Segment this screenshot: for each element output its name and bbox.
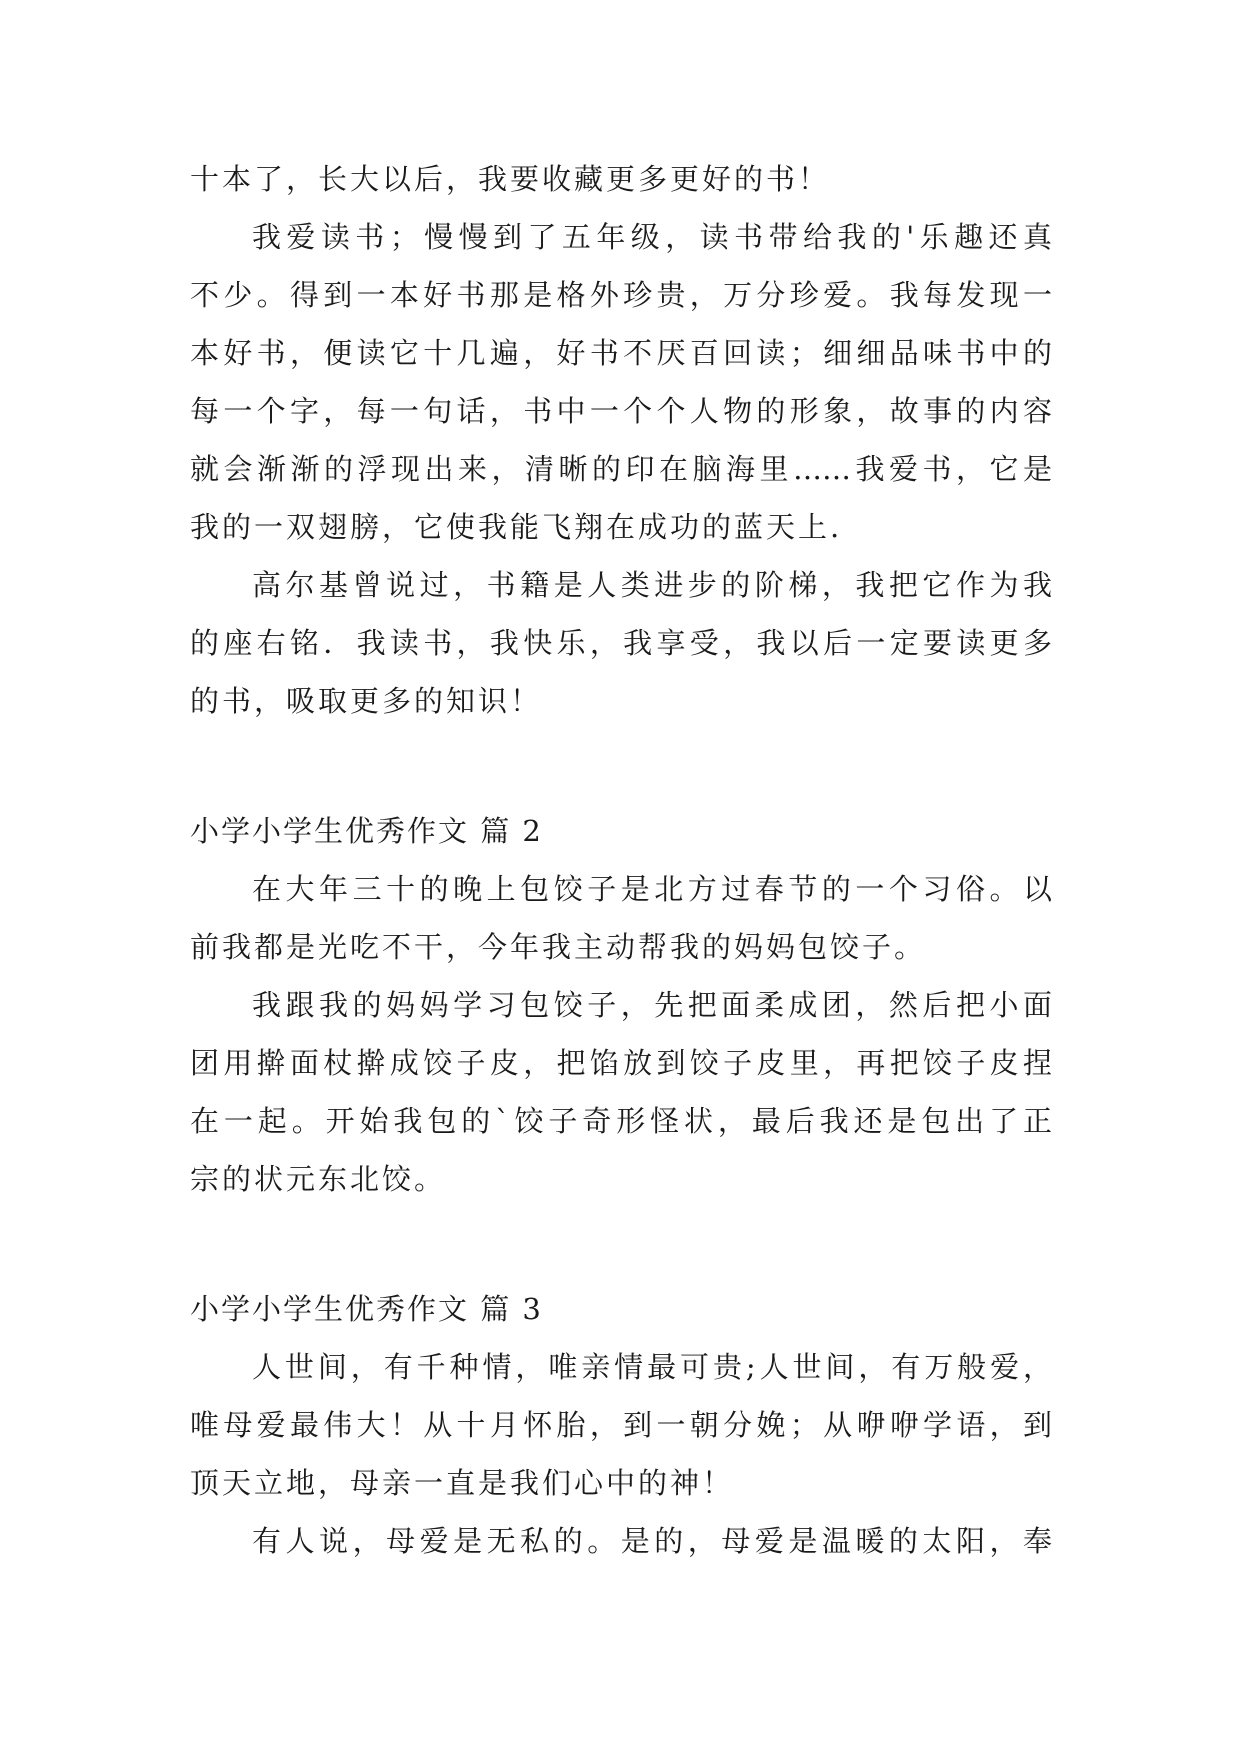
section-heading: 小学小学生优秀作文 篇 2 — [190, 814, 543, 848]
section-heading: 小学小学生优秀作文 篇 3 — [190, 1292, 543, 1326]
text-line: 十本了，长大以后，我要收藏更多更好的书！ — [190, 162, 831, 196]
text-line: 在大年三十的晚上包饺子是北方过春节的一个习俗。以 — [252, 872, 1052, 906]
paragraph — [190, 1338, 1052, 1512]
text-line: 宗的状元东北饺。 — [190, 1162, 447, 1196]
text-line: 高尔基曾说过，书籍是人类进步的阶梯，我把它作为我 — [252, 568, 1052, 602]
text-line: 的座右铭．我读书，我快乐，我享受，我以后一定要读更多 — [190, 626, 1052, 660]
text-line: 每一个字，每一句话，书中一个个人物的形象，故事的内容 — [190, 394, 1052, 428]
text-line: 前我都是光吃不干，今年我主动帮我的妈妈包饺子。 — [190, 930, 927, 964]
text-line: 人世间，有千种情，唯亲情最可贵;人世间，有万般爱， — [252, 1350, 1052, 1384]
paragraph — [190, 1512, 1052, 1570]
section-1 — [190, 150, 1052, 730]
text-line: 就会渐渐的浮现出来，清晰的印在脑海里……我爱书，它是 — [190, 452, 1052, 486]
text-line: 的书，吸取更多的知识！ — [190, 684, 543, 718]
text-line: 在一起。开始我包的`饺子奇形怪状，最后我还是包出了正 — [190, 1104, 1052, 1138]
paragraph — [190, 556, 1052, 730]
text-line: 我跟我的妈妈学习包饺子，先把面柔成团，然后把小面 — [252, 988, 1052, 1022]
section-2 — [190, 802, 1052, 1208]
text-line: 顶天立地，母亲一直是我们心中的神！ — [190, 1466, 735, 1500]
text-line: 团用擀面杖擀成饺子皮，把馅放到饺子皮里，再把饺子皮捏 — [190, 1046, 1052, 1080]
text-line: 有人说，母爱是无私的。是的，母爱是温暖的太阳，奉 — [252, 1524, 1052, 1558]
section-3 — [190, 1280, 1052, 1570]
text-line: 不少。得到一本好书那是格外珍贵，万分珍爱。我每发现一 — [190, 278, 1052, 312]
paragraph — [190, 976, 1052, 1208]
paragraph — [190, 150, 1052, 208]
essay-body — [190, 150, 1052, 1570]
paragraph — [190, 860, 1052, 976]
paragraph — [190, 208, 1052, 556]
text-line: 我爱读书；慢慢到了五年级，读书带给我的'乐趣还真 — [252, 220, 1052, 254]
text-line: 我的一双翅膀，它使我能飞翔在成功的蓝天上. — [190, 510, 843, 544]
text-line: 本好书，便读它十几遍，好书不厌百回读；细细品味书中的 — [190, 336, 1052, 370]
text-line: 唯母爱最伟大！从十月怀胎，到一朝分娩；从咿咿学语，到 — [190, 1408, 1052, 1442]
